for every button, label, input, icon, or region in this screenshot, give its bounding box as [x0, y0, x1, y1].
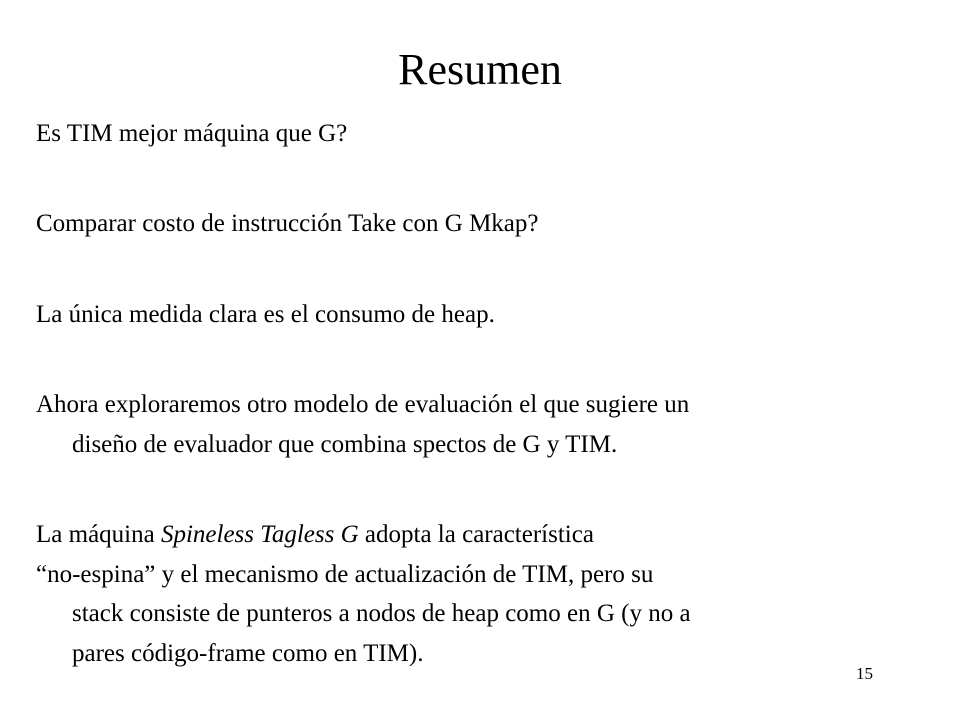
paragraph-line: pares código-frame como en TIM). [72, 639, 424, 667]
paragraph-line: Comparar costo de instrucción Take con G Mkap? [36, 210, 539, 237]
slide-title: Resumen [398, 45, 562, 94]
paragraph-line: stack consiste de punteros a nodos de heap como en G (y no a [72, 600, 691, 627]
paragraph-heap-measure [36, 295, 916, 335]
paragraph-text: adopta la característica [358, 521, 594, 548]
paragraph-line: “no-espina” y el mecanismo de actualización de TIM, pero su [36, 560, 654, 588]
paragraph-line: Es TIM mejor máquina que G? [36, 120, 348, 147]
paragraph-line: La única medida clara es el consumo de heap. [36, 301, 495, 328]
paragraph-spineless-tagless [36, 515, 916, 673]
paragraph-question-tim [36, 114, 916, 154]
paragraph-text: La máquina [36, 521, 161, 548]
paragraph-line: Ahora exploraremos otro modelo de evaluación el que sugiere un [36, 391, 690, 418]
paragraph-evaluation-model [36, 385, 916, 464]
paragraph-line: diseño de evaluador que combina spectos de G y TIM. [72, 430, 618, 458]
paragraph-compare-cost [36, 204, 916, 244]
paragraph-line [36, 515, 916, 555]
slide-number: 15 [856, 664, 873, 683]
machine-name-italic: Spineless Tagless G [160, 521, 359, 548]
